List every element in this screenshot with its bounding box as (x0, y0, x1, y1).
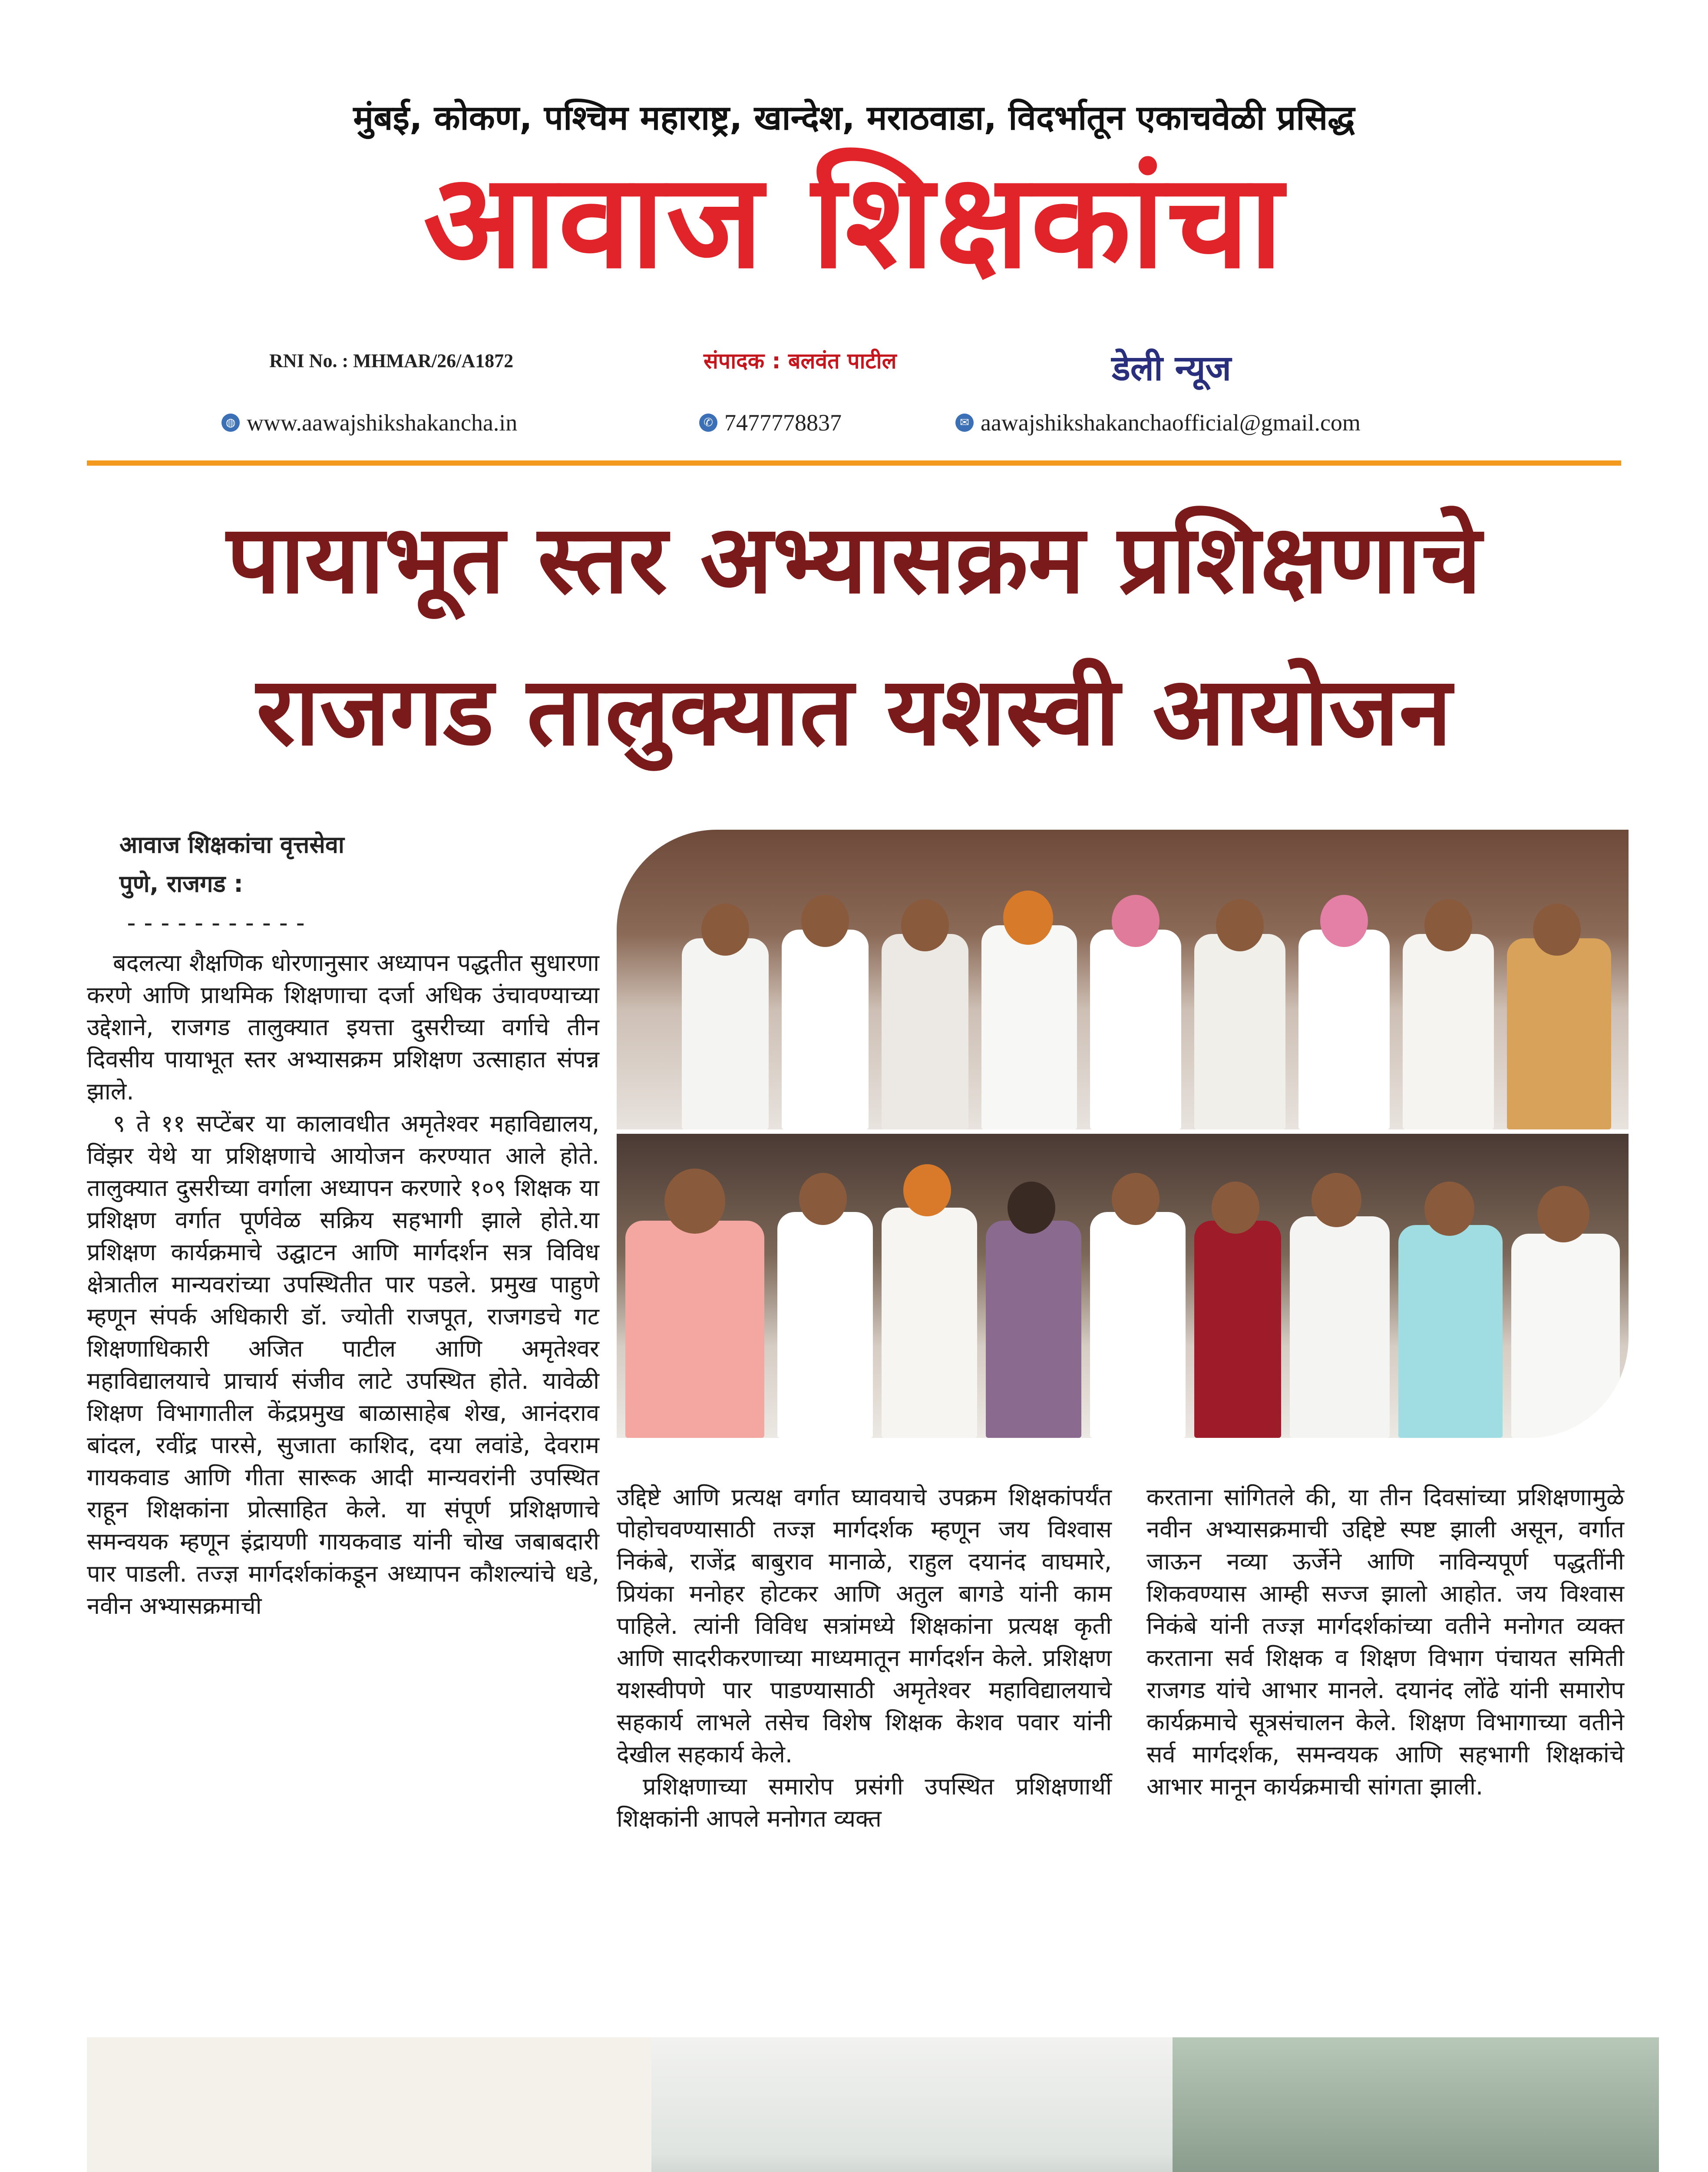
headline-line-2: राजगड तालुक्यात यशस्वी आयोजन (256, 657, 1452, 767)
news-agency: आवाज शिक्षकांचा वृत्तसेवा (119, 831, 344, 858)
rni-number: RNI No. : MHMAR/26/A1872 (269, 350, 514, 371)
article-column-2 (617, 1481, 1112, 2016)
editor-name: संपादक : बलवंत पाटील (704, 348, 897, 374)
phone-contact[interactable] (699, 409, 842, 436)
masthead-tagline: मुंबई, कोकण, पश्चिम महाराष्ट्र, खान्देश, मराठवाडा, विदर्भातून एकाचवेळी प्रसिद्ध (353, 99, 1355, 138)
photo-group-training (87, 2037, 1659, 2172)
email-address[interactable]: aawajshikshakanchaofficial@gmail.com (981, 410, 1361, 436)
article-column-3 (1146, 1481, 1624, 2016)
photo-felicitation-1 (617, 830, 1629, 1129)
photo-felicitation-2 (617, 1134, 1629, 1438)
byline-divider: ----------- (124, 908, 310, 937)
masthead-divider (87, 460, 1621, 466)
phone-icon: ✆ (699, 414, 717, 432)
dateline: पुणे, राजगड : (119, 870, 243, 897)
article-column-1 (87, 947, 599, 1990)
newspaper-title: आवाज शिक्षकांचा (423, 146, 1285, 297)
phone-number[interactable]: 7477778837 (724, 410, 842, 436)
globe-icon: ◍ (221, 414, 240, 432)
email-contact[interactable] (955, 409, 1361, 436)
paragraph: बदलत्या शैक्षणिक धोरणानुसार अध्यापन पद्धतीत सुधारणा करणे आणि प्राथमिक शिक्षणाचा दर्जा अधिक उंचावण्याच्या उद्देशाने, राजगड तालुक्यात इयत्ता दुसरीच्या वर्गाचे तीन दिवसीय पायाभूत स्तर अभ्यासक्रम प्रशिक्षण उत्साहात संपन्न झाले. (87, 949, 599, 1105)
paragraph: करताना सांगितले की, या तीन दिवसांच्या प्रशिक्षणामुळे नवीन अभ्यासक्रमाची उद्दिष्टे स्पष्ट झाली असून, वर्गात जाऊन नव्या ऊर्जेने आणि नाविन्यपूर्ण पद्धतींनी शिकवण्यास आम्ही सज्ज झालो आहोत. जय विश्वास निकंबे यांनी तज्ज्ञ मार्गदर्शकांच्या वतीने मनोगत व्यक्त करताना सर्व शिक्षक व शिक्षण विभाग पंचायत समिती राजगड यांचे आभार मानले. दयानंद लोंढे यांनी समारोप कार्यक्रमाचे सूत्रसंचालन केले. शिक्षण विभागाच्या वतीने सर्व मार्गदर्शक, समन्वयक आणि सहभागी शिक्षकांचे आभार मानून कार्यक्रमाची सांगता झाली. (1146, 1483, 1624, 1800)
website-contact[interactable] (221, 409, 517, 436)
paragraph: प्रशिक्षणाच्या समारोप प्रसंगी उपस्थित प्रशिक्षणार्थी शिक्षकांनी आपले मनोगत व्यक्त (617, 1773, 1112, 1832)
headline-line-1: पायाभूत स्तर अभ्यासक्रम प्रशिक्षणाचे (226, 505, 1482, 615)
paragraph: उद्दिष्टे आणि प्रत्यक्ष वर्गात घ्यावयाचे उपक्रम शिक्षकांपर्यंत पोहोचवण्यासाठी तज्ज्ञ मार्गदर्शक म्हणून जय विश्वास निकंबे, राजेंद्र बाबुराव मानाळे, राहुल दयानंद वाघमारे, प्रियंका मनोहर होटकर आणि अतुल बागडे यांनी काम पाहिले. त्यांनी विविध सत्रांमध्ये शिक्षकांना प्रत्यक्ष कृती आणि सादरीकरणाच्या माध्यमातून मार्गदर्शन केले. प्रशिक्षण यशस्वीपणे पार पाडण्यासाठी अमृतेश्वर महाविद्यालयाचे सहकार्य लाभले तसेच विशेष शिक्षक केशव पवार यांनी देखील सहकार्य केले. (617, 1483, 1112, 1768)
website-link[interactable]: www.aawajshikshakancha.in (247, 410, 518, 436)
paragraph: ९ ते ११ सप्टेंबर या कालावधीत अमृतेश्वर महाविद्यालय, विंझर येथे या प्रशिक्षणाचे आयोजन करण्यात आले होते. तालुक्यात दुसरीच्या वर्गाला अध्यापन करणारे १०९ शिक्षक या प्रशिक्षण वर्गात पूर्णवेळ सक्रिय सहभागी झाले होते.या प्रशिक्षण कार्यक्रमाचे उद्घाटन आणि मार्गदर्शन सत्र विविध क्षेत्रातील मान्यवरांच्या उपस्थितीत पार पडले. प्रमुख पाहुणे म्हणून संपर्क अधिकारी डॉ. ज्योती राजपूत, राजगडचे गट शिक्षणाधिकारी अजित पाटील आणि अमृतेश्वर महाविद्यालयाचे प्राचार्य संजीव लाटे उपस्थित होते. यावेळी शिक्षण विभागातील केंद्रप्रमुख बाळासाहेब शेख, आनंदराव बांदल, रवींद्र पारसे, सुजाता काशिद, दया लवांडे, देवराम गायकवाड आणि गीता सारूक आदी मान्यवरांनी उपस्थित राहून शिक्षकांना प्रोत्साहित केले. या संपूर्ण प्रशिक्षणाचे समन्वयक म्हणून इंद्रायणी गायकवाड यांनी चोख जबाबदारी पार पाडली. तज्ज्ञ मार्गदर्शकांकडून अध्यापन कौशल्यांचे धडे, नवीन अभ्यासक्रमाची (87, 1110, 599, 1619)
edition-label: डेली न्यूज (1112, 348, 1231, 388)
email-icon: ✉ (955, 414, 974, 432)
